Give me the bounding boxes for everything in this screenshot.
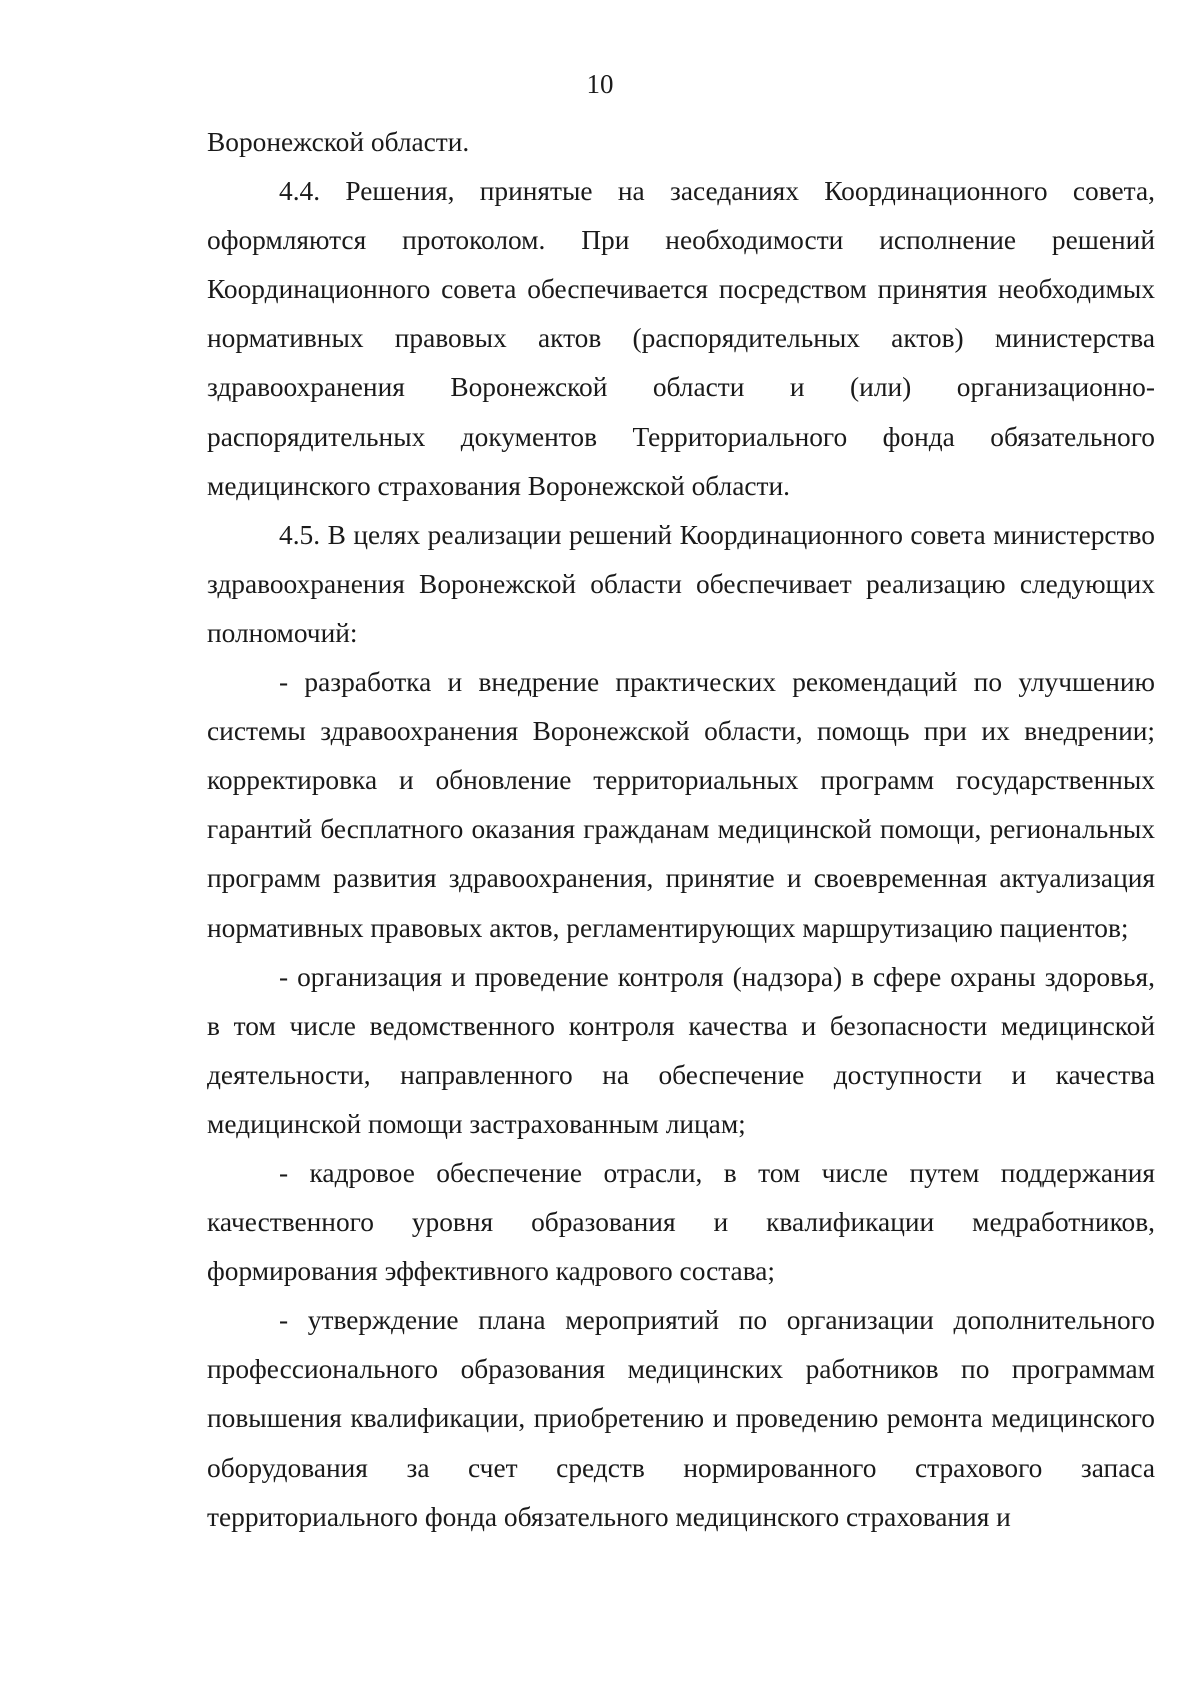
list-item-recommendations: - разработка и внедрение практических рекомендаций по улучшению системы здравоохранения Воронежской области, помощь при их внедрении; корректировка и обновление территориальных программ государственных гарантий бесплатного оказания гражданам медицинской помощи, региональных программ развития здравоохранения, принятие и своевременная актуализация нормативных правовых актов, регламентирующих маршрутизацию пациентов; <box>207 667 1155 943</box>
list-item-training-plan: - утверждение плана мероприятий по организации дополнительного профессионального образования медицинских работников по программам повышения квалификации, приобретению и проведению ремонта медицинского оборудования за счет средств нормированного страхового запаса территориального фонда обязательного медицинского страхования и <box>207 1305 1155 1532</box>
list-item-staffing: - кадровое обеспечение отрасли, в том числе путем поддержания качественного уровня образования и квалификации медработников, формирования эффективного кадрового состава; <box>207 1157 1155 1287</box>
paragraph-4-4: 4.4. Решения, принятые на заседаниях Координационного совета, оформляются протоколом. При необходимости исполнение решений Координационного совета обеспечивается посредством принятия необходимых нормативных правовых актов (распорядительных актов) министерства здравоохранения Воронежской области и (или) организационно-распорядительных документов Территориального фонда обязательного медицинского страхования Воронежской области. <box>207 176 1155 501</box>
document-body <box>207 118 1155 1542</box>
list-item-control: - организация и проведение контроля (надзора) в сфере охраны здоровья, в том числе ведомственного контроля качества и безопасности медицинской деятельности, направленного на обеспечение доступности и качества медицинской помощи застрахованным лицам; <box>207 961 1155 1139</box>
paragraph-4-5: 4.5. В целях реализации решений Координационного совета министерство здравоохранения Воронежской области обеспечивает реализацию следующих полномочий: <box>207 519 1155 648</box>
page-number: 10 <box>586 69 614 99</box>
paragraph-continuation: Воронежской области. <box>207 127 470 157</box>
